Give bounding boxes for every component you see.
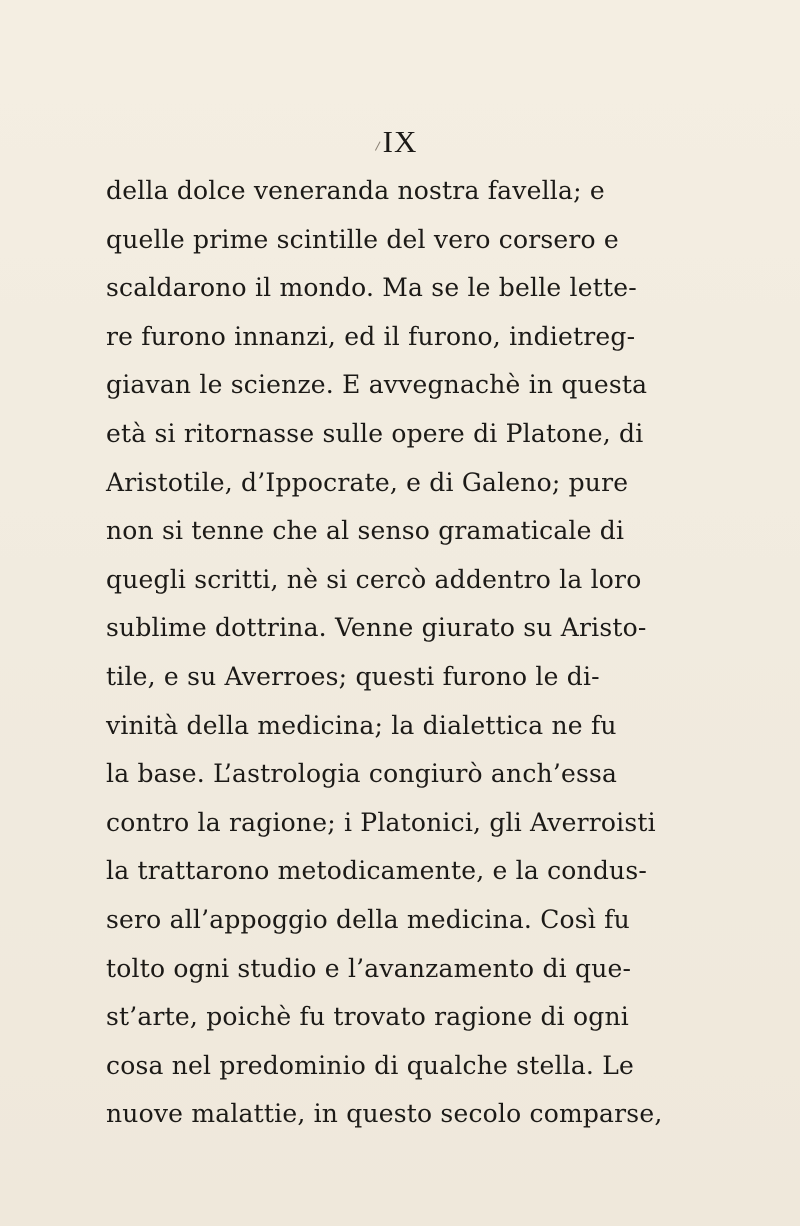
text-line: età si ritornasse sulle opere di Platone, di bbox=[106, 418, 644, 448]
text-line: re furono innanzi, ed il furono, indietreg- bbox=[106, 321, 636, 351]
text-line: scaldarono il mondo. Ma se le belle lette- bbox=[106, 273, 637, 303]
text-line: giavan le scienze. E avvegnachè in questa bbox=[106, 370, 648, 400]
text-line: sero all’appoggio della medicina. Così fu bbox=[106, 904, 630, 934]
text-line: la trattarono metodicamente, e la condus- bbox=[106, 856, 648, 886]
text-line: cosa nel predominio di qualche stella. Le bbox=[106, 1050, 635, 1080]
text-line: contro la ragione; i Platonici, gli Averroisti bbox=[106, 807, 656, 837]
text-line: st’arte, poichè fu trovato ragione di ogni bbox=[106, 1002, 629, 1032]
page-number: IX bbox=[382, 124, 418, 159]
text-line: nuove malattie, in questo secolo comparse, bbox=[106, 1099, 663, 1129]
text-line: quegli scritti, nè si cercò addentro la loro bbox=[106, 564, 642, 594]
text-line: tolto ogni studio e l’avanzamento di que- bbox=[106, 953, 632, 983]
text-line: non si tenne che al senso gramaticale di bbox=[106, 516, 625, 546]
text-line: della dolce veneranda nostra favella; e bbox=[106, 176, 605, 205]
text-line: la base. L’astrologia congiurò anch’essa bbox=[106, 759, 618, 789]
text-line: quelle prime scintille del vero corsero e bbox=[106, 224, 619, 254]
text-line: sublime dottrina. Venne giurato su Aristo- bbox=[106, 613, 647, 643]
text-line: tile, e su Averroes; questi furono le di- bbox=[106, 661, 600, 691]
text-line: vinità della medicina; la dialettica ne fu bbox=[106, 710, 617, 740]
body-text bbox=[106, 167, 706, 1139]
text-line: Aristotile, d’Ippocrate, e di Galeno; pure bbox=[106, 467, 629, 497]
